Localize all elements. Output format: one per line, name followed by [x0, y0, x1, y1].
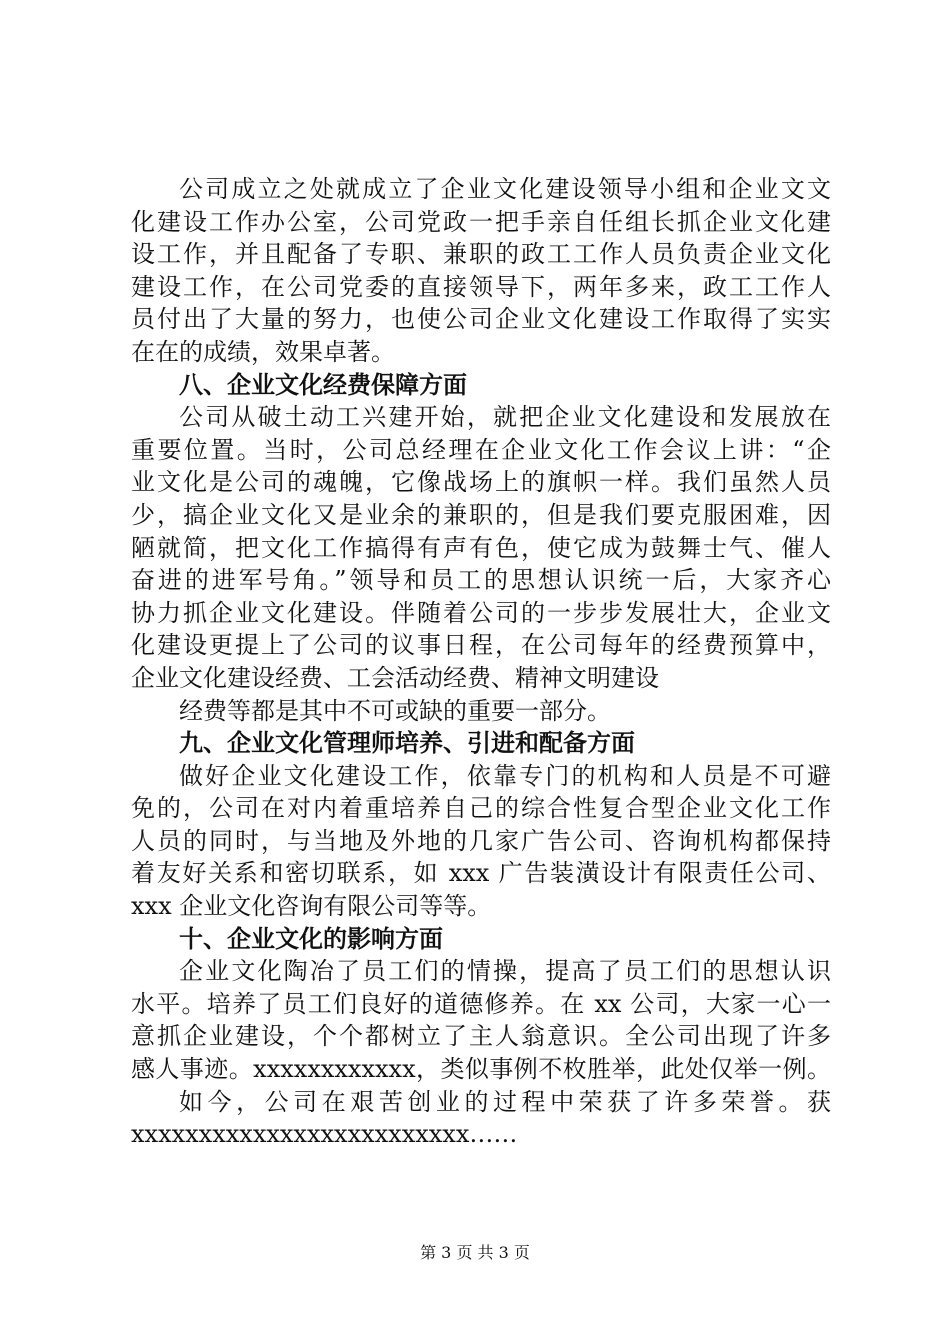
- paragraph-line: 少，搞企业文化又是业余的兼职的，但是我们要克服困难，因: [131, 500, 831, 529]
- paragraph-line: xxxxxxxxxxxxxxxxxxxxxxxxx……: [131, 1120, 518, 1149]
- paragraph-line: 意抓企业建设，个个都树立了主人翁意识。全公司出现了许多: [131, 1022, 831, 1051]
- section-heading: 八、企业文化经费保障方面: [179, 369, 467, 399]
- paragraph-line: 水平。培养了员工们良好的道德修养。在 xx 公司，大家一心一: [131, 989, 831, 1018]
- paragraph-line: 如今，公司在艰苦创业的过程中荣获了许多荣誉。获: [179, 1087, 831, 1116]
- paragraph-line: 员付出了大量的努力，也使公司企业文化建设工作取得了实实: [131, 305, 831, 334]
- document-body: [131, 173, 831, 1151]
- paragraph-line: 公司成立之处就成立了企业文化建设领导小组和企业文文: [179, 175, 831, 203]
- paragraph-line: 化建设工作办公室，公司党政一把手亲自任组长抓企业文化建: [131, 207, 831, 236]
- paragraph-line: 企业文化陶冶了员工们的情操，提高了员工们的思想认识: [179, 957, 831, 986]
- paragraph-line: 企业文化建设经费、工会活动经费、精神文明建设: [131, 663, 659, 692]
- paragraph-line: 奋进的进军号角。”领导和员工的思想认识统一后，大家齐心: [131, 566, 831, 595]
- paragraph-line: 感人事迹。xxxxxxxxxxxx，类似事例不枚胜举，此处仅举一例。: [131, 1055, 831, 1084]
- paragraph-line: 人员的同时，与当地及外地的几家广告公司、咨询机构都保持: [131, 826, 831, 855]
- paragraph-line: 在在的成绩，效果卓著。: [131, 337, 395, 366]
- paragraph-line: 化建设更提上了公司的议事日程，在公司每年的经费预算中，: [131, 631, 831, 660]
- paragraph-line: 经费等都是其中不可或缺的重要一部分。: [179, 696, 611, 725]
- paragraph-line: 陋就简，把文化工作搞得有声有色，使它成为鼓舞士气、催人: [131, 533, 831, 562]
- paragraph-line: 业文化是公司的魂魄，它像战场上的旗帜一样。我们虽然人员: [131, 468, 831, 497]
- paragraph-line: 免的，公司在对内着重培养自己的综合性复合型企业文化工作: [131, 794, 831, 823]
- section-heading: 十、企业文化的影响方面: [179, 923, 443, 953]
- paragraph-line: 建设工作，在公司党委的直接领导下，两年多来，政工工作人: [131, 272, 831, 301]
- paragraph-line: 着友好关系和密切联系，如 xxx 广告装潢设计有限责任公司、: [131, 859, 831, 888]
- paragraph-line: 设工作，并且配备了专职、兼职的政工工作人员负责企业文化: [131, 240, 831, 269]
- section-heading: 九、企业文化管理师培养、引进和配备方面: [179, 728, 635, 758]
- paragraph-line: xxx 企业文化咨询有限公司等等。: [131, 892, 492, 921]
- paragraph-line: 公司从破土动工兴建开始，就把企业文化建设和发展放在: [179, 403, 831, 432]
- paragraph-line: 协力抓企业文化建设。伴随着公司的一步步发展壮大，企业文: [131, 598, 831, 627]
- page-footer: 第 3 页 共 3 页: [420, 1243, 530, 1262]
- paragraph-line: 做好企业文化建设工作，依靠专门的机构和人员是不可避: [179, 761, 831, 790]
- paragraph-line: 重要位置。当时，公司总经理在企业文化工作会议上讲：“企: [131, 435, 831, 464]
